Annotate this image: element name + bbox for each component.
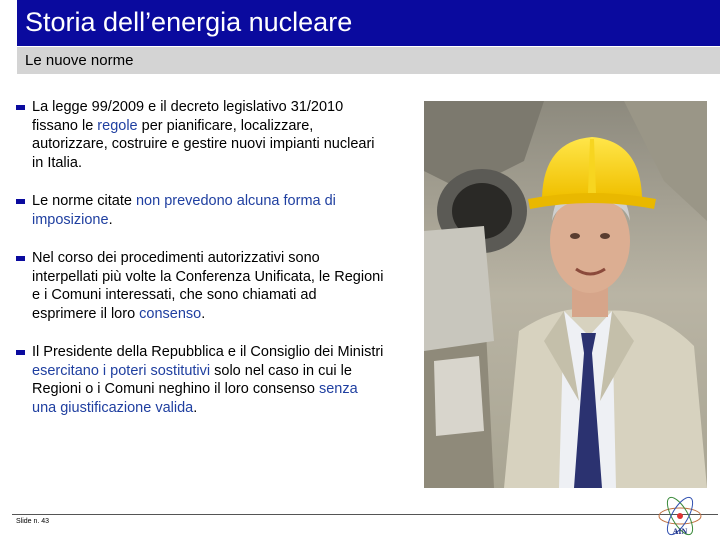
bullet-item (16, 192, 384, 229)
portrait-photo-illustration (424, 101, 707, 488)
title-bar (17, 0, 720, 46)
logo-text: AIN (672, 527, 688, 536)
highlight-text: consenso (139, 305, 202, 322)
bullet-marker (16, 256, 25, 261)
bullet-text: La legge 99/2009 e il decreto legislativo 31/2010 fissano le (32, 99, 344, 134)
highlight-text: non prevedono alcuna forma di imposizione (32, 193, 336, 228)
bullet-text: Le norme citate (32, 193, 136, 209)
bullet-text: per pianificare, localizzare, autorizzare, costruire e gestire nuovi impianti nucleari in Italia. (32, 117, 375, 171)
bullet-marker (16, 199, 25, 204)
highlight-text: esercitano i poteri sostitutivi (32, 362, 211, 379)
bullet-item (16, 98, 384, 172)
ain-logo (655, 494, 705, 538)
bullet-text: Nel corso dei procedimenti autorizzativi sono interpellati più volte la Conferenza Unificata, le Regioni e i Comuni interessati, che sono chiamati ad esprimere il loro (32, 250, 384, 322)
bullet-text: solo nel caso in cui le Regioni o i Comuni neghino il loro consenso (32, 362, 352, 397)
subtitle-bar (17, 47, 720, 74)
bullet-text: . (193, 399, 198, 416)
footer-divider (12, 514, 718, 515)
slide-subtitle: Le nuove norme (25, 52, 134, 69)
slide-title: Storia dell’energia nucleare (25, 7, 353, 37)
slide-number: Slide n. 43 (16, 518, 50, 525)
bullet-item (16, 249, 384, 323)
atom-logo-icon (655, 494, 705, 538)
bullet-marker (16, 350, 25, 355)
portrait-photo (424, 101, 707, 488)
bullet-marker (16, 105, 25, 110)
highlight-text: regole (97, 117, 138, 134)
highlight-text: senza una giustificazione valida (32, 381, 358, 416)
bullet-text: . (201, 305, 206, 322)
bullet-text: . (108, 211, 113, 228)
bullet-text: Il Presidente della Repubblica e il Consiglio dei Ministri (32, 344, 384, 360)
bullet-item (16, 343, 384, 417)
bullet-list (16, 98, 384, 437)
